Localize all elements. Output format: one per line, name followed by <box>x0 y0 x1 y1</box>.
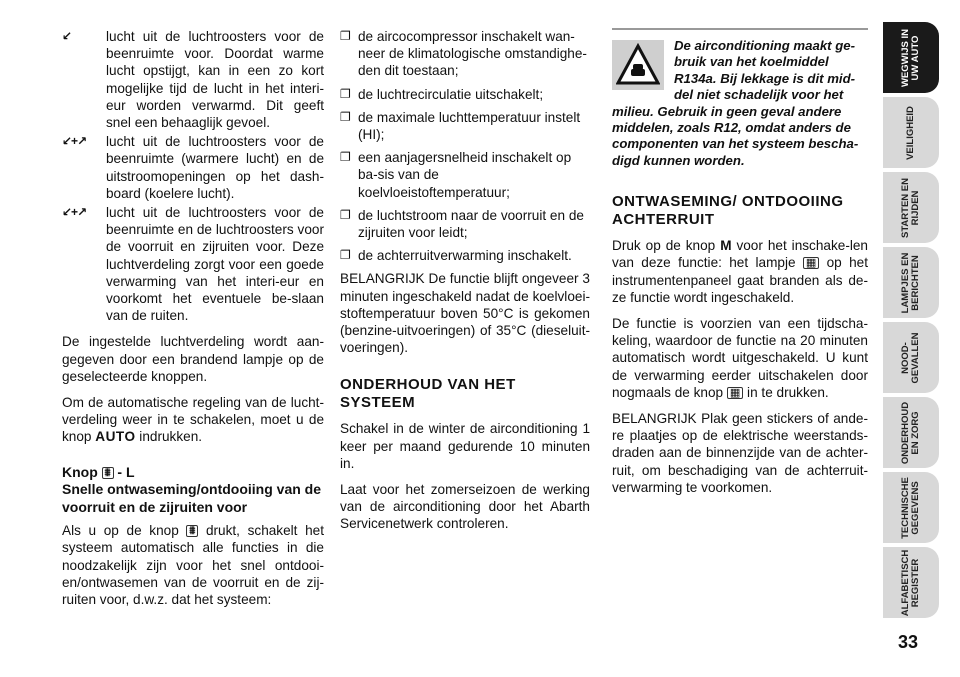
page-number: 33 <box>897 632 918 652</box>
section-title-maintenance: ONDERHOUD VAN HET SYSTEEM <box>340 376 516 412</box>
paragraph-important: BELANGRIJK De functie blijft ongeveer 3 minuten ingeschakeld nadat de koelvloei-stoftemperatuur boven 50°C is gekomen (benzine-uitvoeringen) of 35°C (dieseluit-voeringen). <box>340 271 590 356</box>
section-heading-defrost: Knop ⩩ - L Snelle ontwaseming/ontdooiing van de voorruit en de zijruiten voor <box>62 463 322 515</box>
front-defrost-icon: ⩩ <box>102 467 114 479</box>
checkbox-bullet-icon: ❐ <box>340 248 351 263</box>
paragraph-stickers: BELANGRIJK Plak geen stickers of ande-re plaatjes op de elektrische weerstands-draden aan de binnenzijde van de achter-ruit, om beschadiging van de achterruit-verwarming te voorkomen. <box>612 411 868 495</box>
paragraph-summer: Laat voor het zomerseizoen de werking van de airconditioning door het Abarth Servicenetwerk controleren. <box>340 482 590 532</box>
tab-starten[interactable]: STARTEN EN RIJDEN <box>883 172 939 243</box>
vent-feet-windshield-icon: ↙+↗ <box>62 205 87 220</box>
tab-technische[interactable]: TECHNISCHE GEGEVENS <box>883 472 939 543</box>
vent-feet-dash-icon: ↙+↗ <box>62 134 87 149</box>
list-item: ❐ de luchtrecirculatie uitschakelt; <box>340 86 544 102</box>
list-item: ❐ de maximale luchttemperatuur instelt (HI); <box>340 109 581 143</box>
checkbox-bullet-icon: ❐ <box>340 86 351 101</box>
vent-feet-icon: ↙ <box>62 29 72 43</box>
vent-item-2: ↙+↗ lucht uit de luchtroosters voor de beenruimte (warmere lucht) en de uitstroomopeningen op het dash-board (koelere lucht). <box>62 134 324 201</box>
warning-box: De airconditioning maakt ge-bruik van het koelmiddel R134a. Bij lekkage is dit mid-del niet schadelijk voor het milieu. Gebruik in geen geval andere middelen, zoals R12, omdat anders de componenten van het systeem bescha-digd kunnen worden. <box>612 28 868 169</box>
checkbox-bullet-icon: ❐ <box>340 150 351 165</box>
tab-lampjes[interactable]: LAMPJES EN BERICHTEN <box>883 247 939 318</box>
checkbox-bullet-icon: ❐ <box>340 207 351 222</box>
list-item: ❐ een aanjagersnelheid inschakelt op ba-sis van de koelvloeistoftemperatuur; <box>340 150 572 200</box>
list-item: ❐ de aircocompressor inschakelt wan-neer de klimatologische omstandighe-den dit toestaan; <box>340 29 587 79</box>
chapter-tabs <box>883 22 939 622</box>
paragraph-winter: Schakel in de winter de airconditioning 1 keer per maand gedurende 10 minuten in. <box>340 421 590 471</box>
tab-register[interactable]: ALFABETISCH REGISTER <box>883 547 939 618</box>
tab-veiligheid[interactable]: VEILIGHEID <box>883 97 939 168</box>
auto-label: AUTO <box>95 429 136 445</box>
paragraph-rear-button: Druk op de knop M voor het inschake-len van deze functie: het lampje ▦ op het instrumentenpaneel gaat branden als de-ze functie wordt ingeschakeld. <box>612 238 868 305</box>
checkbox-bullet-icon: ❐ <box>340 109 351 124</box>
section-title-rear-defrost: ONTWASEMING/ ONTDOOIING ACHTERRUIT <box>612 193 844 229</box>
paragraph-distribution: De ingestelde luchtverdeling wordt aan-gegeven door een brandend lampje op de geselecteerde knoppen. <box>62 334 324 384</box>
rear-defrost-icon: ▦ <box>727 387 743 399</box>
column-1 <box>62 28 324 617</box>
front-defrost-icon: ⩩ <box>186 525 198 537</box>
checkbox-bullet-icon: ❐ <box>340 29 351 43</box>
paragraph-auto: Om de automatische regeling van de lucht-verdeling weer in te schakelen, moet u de knop AUTO indrukken. <box>62 395 324 445</box>
paragraph-defrost: Als u op de knop ⩩ drukt, schakelt het systeem automatisch alle functies in die noodzakelijk zijn voor het snel ontdooi-en/ontwasemen van de voorruit en de zij-ruiten voor, d.w.z. dat het systeem: <box>62 523 325 607</box>
vent-item-3: ↙+↗ lucht uit de luchtroosters voor de beenruimte en de luchtroosters voor de voorruit en zijruiten voor. Deze luchtverdeling zorgt voor een goede verwarming van het interi-eur en voorkomt het eventuele be-slaan van de ruiten. <box>62 205 324 324</box>
tab-noodgevallen[interactable]: NOOD- GEVALLEN <box>883 322 939 393</box>
list-item: ❐ de luchtstroom naar de voorruit en de zijruiten voor leidt; <box>340 207 584 241</box>
vent-item-1: ↙ lucht uit de luchtroosters voor de beenruimte voor. Doordat warme lucht opstijgt, kan in een zo kort mogelijke tijd de lucht in het interi-eur worden verwarmd. Dit geeft snel een behaaglijk gevoel. <box>62 29 324 131</box>
rear-defrost-icon: ▦ <box>803 257 819 269</box>
warning-triangle-icon <box>612 40 664 90</box>
column-3 <box>612 28 868 505</box>
column-2 <box>340 28 590 542</box>
paragraph-timer: De functie is voorzien van een tijdscha-keling, waardoor de functie na 20 minuten automatisch wordt uitgeschakeld. U kunt de verwarming eerder uitschakelen door nogmaals de knop ▦ in te drukken. <box>612 316 868 400</box>
tab-onderhoud[interactable]: ONDERHOUD EN ZORG <box>883 397 939 468</box>
list-item: ❐ de achterruitverwarming inschakelt. <box>340 248 572 264</box>
tab-wegwijs[interactable]: WEGWIJS IN UW AUTO <box>883 22 939 93</box>
